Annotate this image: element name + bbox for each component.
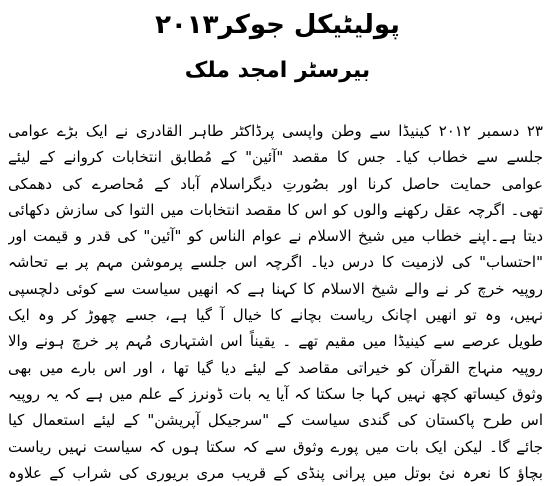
body-line: جلسے سے خطاب کیا۔ جس کا مقصد "آئین" کے مُطابق انتخابات کروانے کے لیئے: [8, 148, 543, 167]
body-line: نہیں، وہ تو انھیں اچانک ریاست بچانے کا خیال آ گیا ہے، جسے چھوڑ کر وہ ایک: [8, 306, 543, 325]
body-line: وثوق کیساتھ کچھ نہیں کہا جا سکتا کہ آیا یہ بات ڈونرز کے علم میں ہے کہ یہ روپیہ: [8, 384, 543, 403]
body-line: ۲۳ دسمبر ۲۰۱۲ کینیڈا سے وطن واپسی پرڈاکٹر طاہر القادری نے ایک بڑے عوامی: [8, 122, 543, 140]
body-line: جائے گا۔ لیکن ایک بات میں پورے وثوق سے کہ سکتا ہوں کہ سیاست نہیں ریاست: [8, 437, 543, 456]
author-byline: بیرسٹر امجد ملک: [184, 58, 371, 83]
body-line: "احتساب" کی لازمیت کا درس دیا۔ اگرچہ اس جلسے پرموشن مہم پر بے تحاشہ: [8, 253, 543, 272]
body-line: دیتا ہے۔اپنے خطاب میں شیخ الاسلام نے عوام الناس کو "آئین" کی قدر و قیمت اور: [8, 227, 543, 246]
body-line: تھی۔ اگرچہ عقل رکھنے والوں کو اس کا مقصد انتخابات میں التوا کی سازش دکھائی: [8, 200, 543, 219]
article-body: [8, 118, 543, 486]
article-title: پولیٹیکل جوکر۲۰۱۳: [155, 10, 400, 40]
body-line: طویل عرصے سے کینیڈا میں مقیم تھے ۔ یقیناً اس اشتہاری مُہم پر خرچ ہونے والا: [8, 332, 543, 351]
body-line: روپیہ منہاج القرآن کو خیراتی مقاصد کے لیئے دیا گیا تھا ، اور اس بارے میں بھی: [8, 358, 543, 377]
body-line: بچاؤ کا نعرہ نئ بوتل میں پرانی پنڈی کے قریب مری بریوری کی شراب کے علاوہ: [8, 463, 543, 482]
body-line: عوامی حمایت حاصل کرنا اور بصُورتِ دیگراسلام آباد کے مُحاصرے کی دھمکی: [8, 174, 543, 193]
body-line: روپیہ خرچ کر نے والے شیخ الاسلام کا کہنا ہے کہ انھیں سیاست سے کوئی دلچسپی: [8, 279, 543, 298]
body-line: اس طرح پاکستان کی گندی سیاست کے "سرجیکل آپریشن" کے لیئے استعمال کیا: [8, 411, 543, 430]
